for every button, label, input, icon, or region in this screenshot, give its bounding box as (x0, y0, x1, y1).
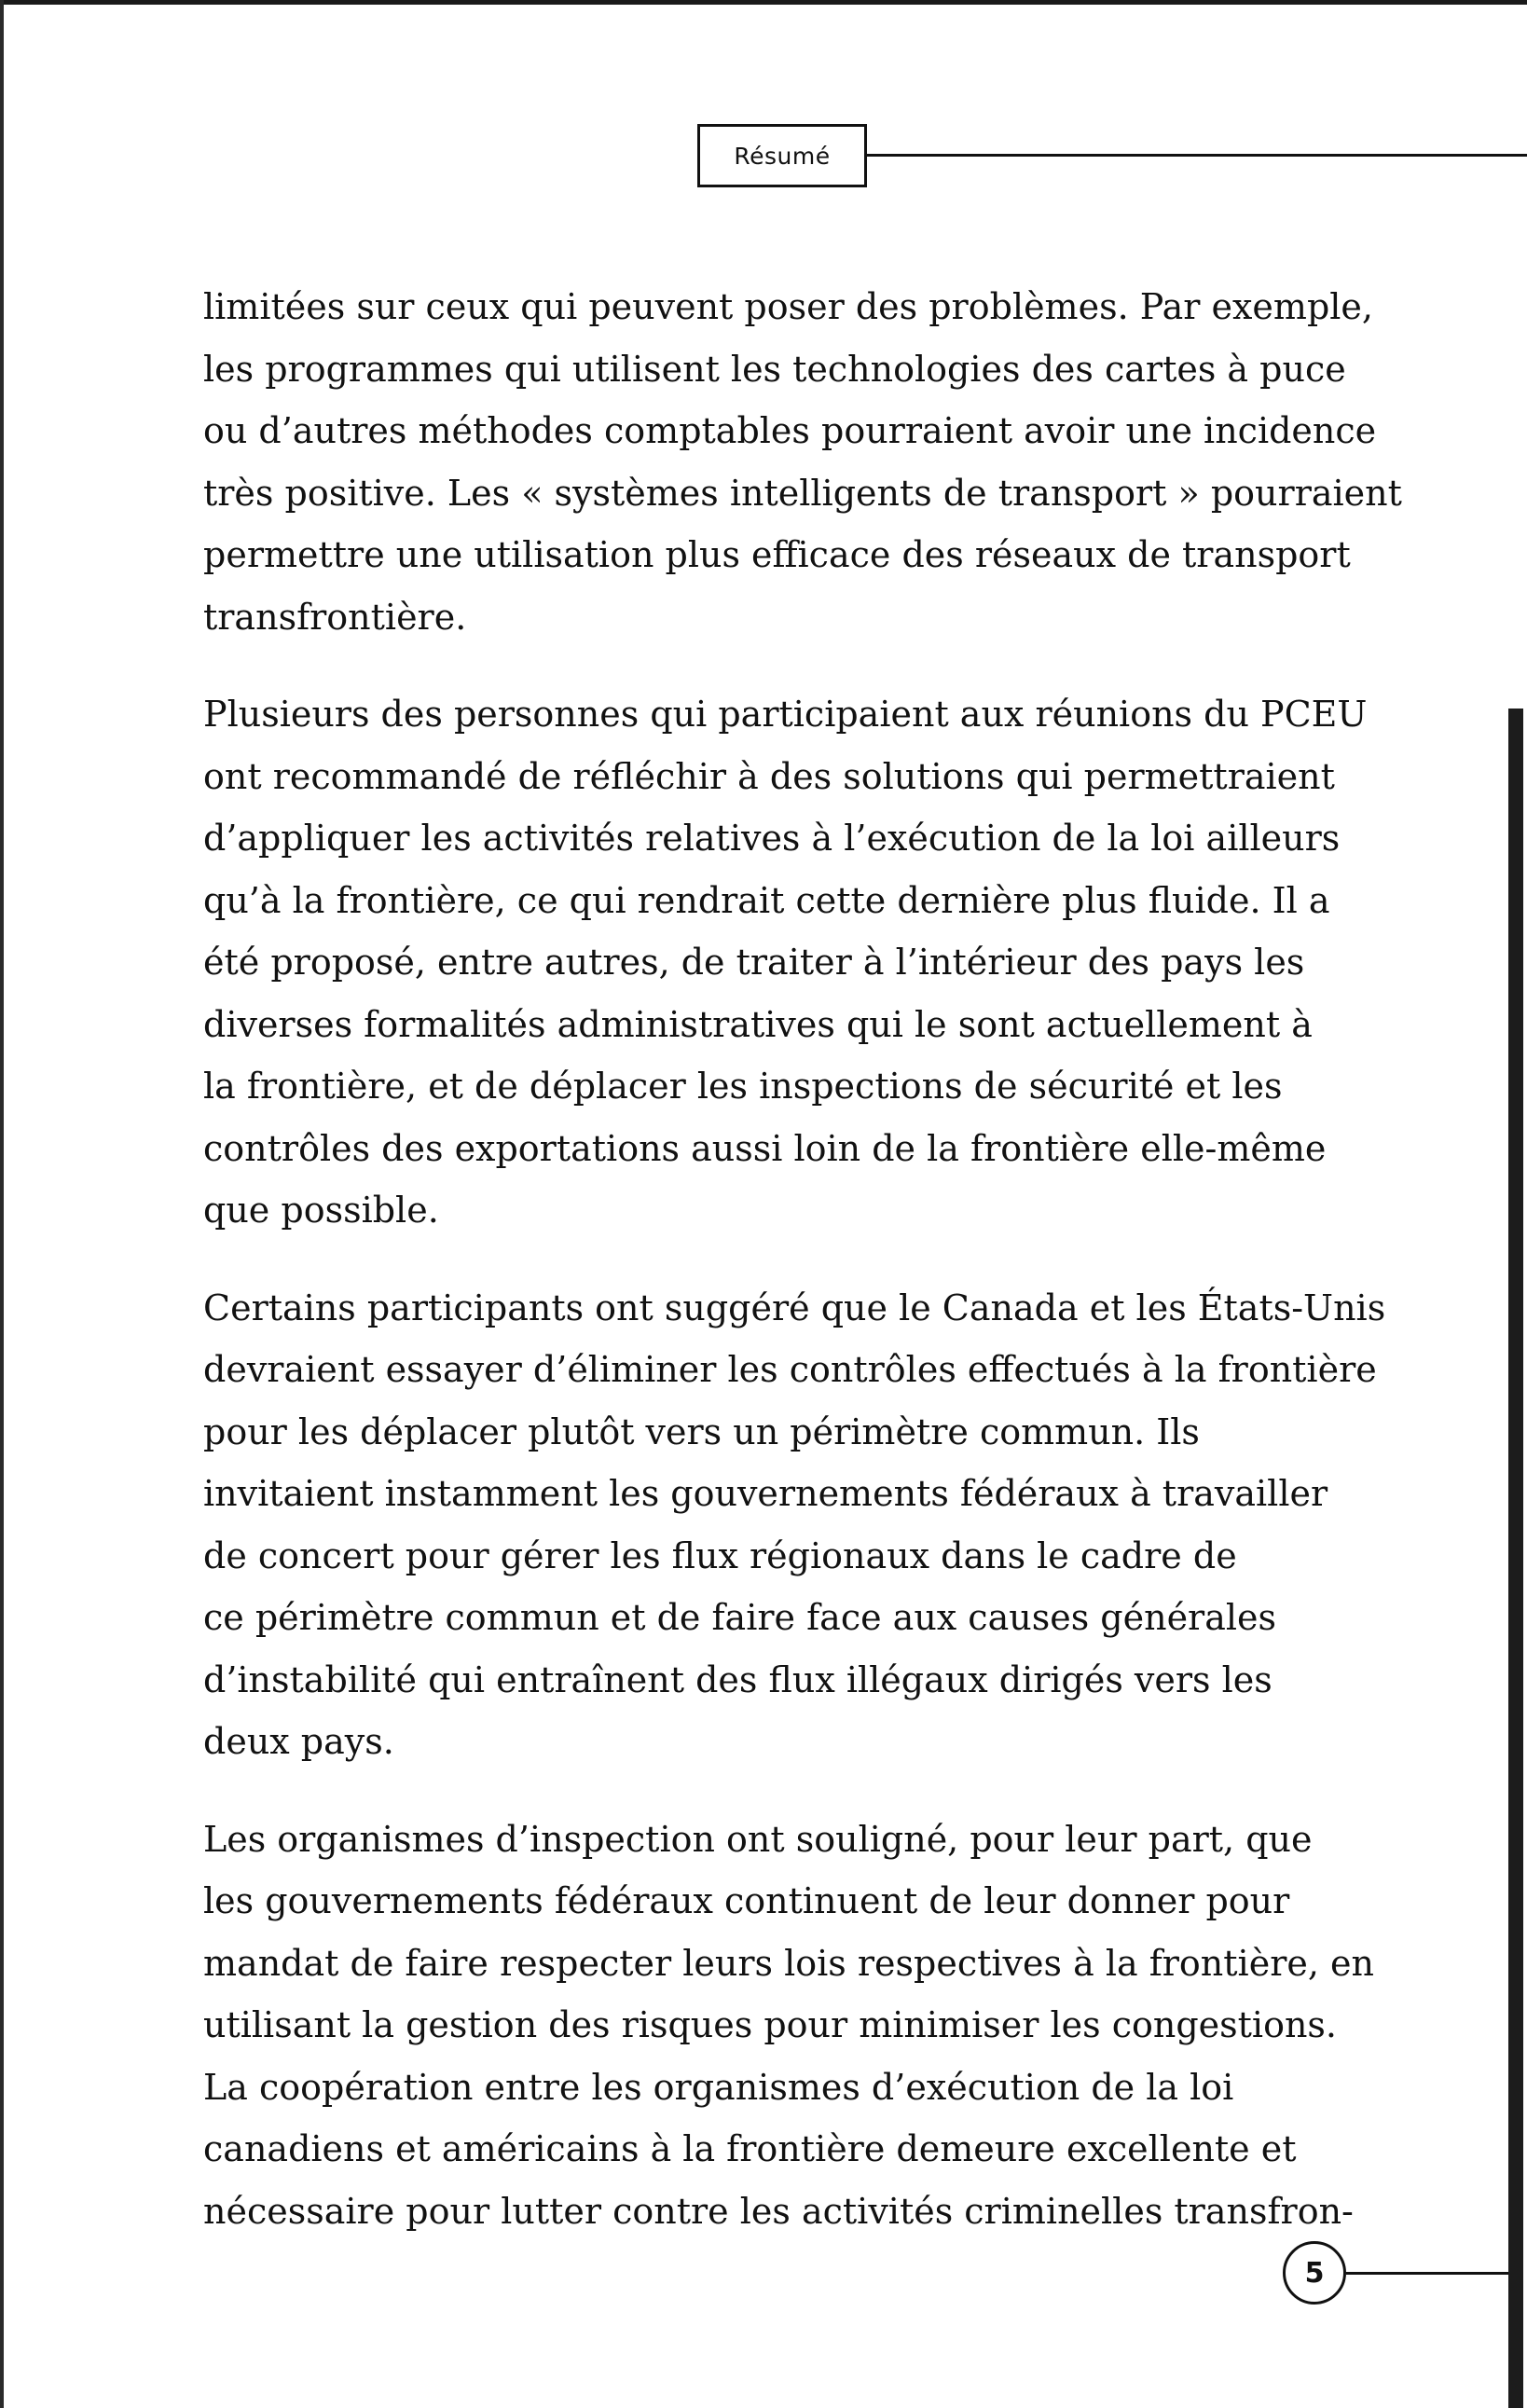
text-line: ont recommandé de réfléchir à des solutions qui permettraient (203, 755, 1335, 797)
header-rule (867, 154, 1527, 157)
text-line: contrôles des exportations aussi loin de la frontière elle-même (203, 1127, 1327, 1169)
text-line: été proposé, entre autres, de traiter à l’intérieur des pays les (203, 942, 1305, 983)
text-line: ou d’autres méthodes comptables pourraient avoir une incidence (203, 410, 1377, 451)
page-number: 5 (1283, 2241, 1346, 2305)
text-line: d’appliquer les activités relatives à l’exécution de la loi ailleurs (203, 818, 1341, 859)
text-line: ce périmètre commun et de faire face aux causes générales (203, 1597, 1277, 1638)
text-line: transfrontière. (203, 596, 467, 638)
text-line: diverses formalités administratives qui le sont actuellement à (203, 1003, 1313, 1045)
section-header-label: Résumé (697, 124, 867, 187)
text-line: utilisant la gestion des risques pour minimiser les congestions. (203, 2004, 1337, 2045)
text-line: limitées sur ceux qui peuvent poser des problèmes. Par exemple, (203, 286, 1373, 327)
paragraph (203, 1277, 1386, 1773)
text-line: deux pays. (203, 1721, 394, 1762)
text-line: devraient essayer d’éliminer les contrôles effectués à la frontière (203, 1349, 1377, 1390)
text-line: invitaient instamment les gouvernements fédéraux à travailler (203, 1473, 1328, 1514)
text-line: la frontière, et de déplacer les inspections de sécurité et les (203, 1066, 1283, 1107)
text-line: canadiens et américains à la frontière demeure excellente et (203, 2128, 1297, 2169)
text-line: nécessaire pour lutter contre les activités criminelles transfron- (203, 2190, 1354, 2232)
paragraph (203, 276, 1402, 648)
text-line: Certains participants ont suggéré que le Canada et les États-Unis (203, 1287, 1386, 1328)
text-line: d’instabilité qui entraînent des flux illégaux dirigés vers les (203, 1658, 1272, 1700)
text-line: les gouvernements fédéraux continuent de leur donner pour (203, 1880, 1290, 1921)
scan-top-edge (0, 0, 1527, 5)
text-line: que possible. (203, 1190, 439, 1231)
text-line: pour les déplacer plutôt vers un périmètre commun. Ils (203, 1410, 1200, 1452)
page-side-bar (1508, 709, 1523, 2408)
text-line: qu’à la frontière, ce qui rendrait cette dernière plus fluide. Il a (203, 879, 1330, 921)
body-text (203, 276, 1402, 2277)
text-line: mandat de faire respecter leurs lois respectives à la frontière, en (203, 1942, 1374, 1984)
text-line: les programmes qui utilisent les technologies des cartes à puce (203, 348, 1346, 390)
footer-rule (1346, 2272, 1508, 2275)
text-line: très positive. Les « systèmes intelligents de transport » pourraient (203, 472, 1402, 514)
text-line: de concert pour gérer les flux régionaux dans le cadre de (203, 1534, 1237, 1576)
paragraph (203, 683, 1368, 1242)
scan-left-edge (0, 0, 4, 2408)
text-line: Plusieurs des personnes qui participaient aux réunions du PCEU (203, 694, 1368, 735)
text-line: Les organismes d’inspection ont souligné, pour leur part, que (203, 1818, 1313, 1860)
text-line: La coopération entre les organismes d’exécution de la loi (203, 2066, 1234, 2108)
text-line: permettre une utilisation plus efficace des réseaux de transport (203, 534, 1351, 575)
paragraph (203, 1809, 1374, 2243)
